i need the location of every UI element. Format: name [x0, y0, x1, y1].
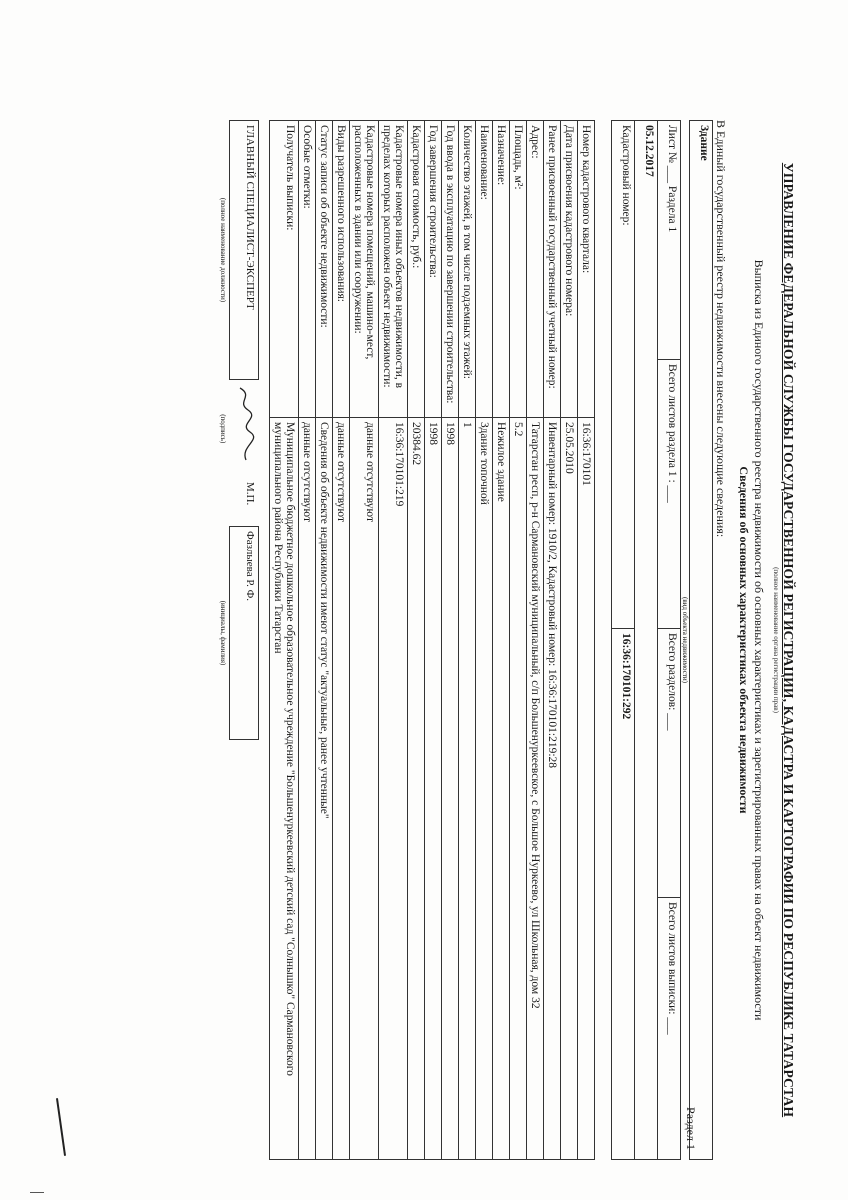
table-row	[333, 121, 350, 1160]
row-value: данные отсутствуют	[333, 418, 350, 1160]
table-row	[425, 121, 442, 1160]
margin-dash	[30, 1192, 44, 1193]
object-type-caption: (вид объекта недвижимости)	[681, 597, 689, 683]
row-value: Инвентарный номер: 1910/2, Кадастровый номер: 16:36:170101:219:28	[544, 418, 561, 1160]
table-row	[578, 121, 595, 1160]
row-value: 16:36:170101:219	[379, 418, 408, 1160]
row-value: 1998	[442, 418, 459, 1160]
row-label: Количество этажей, в том числе подземных этажей:	[459, 121, 476, 418]
cadastral-number-label: Кадастровый номер:	[612, 121, 635, 629]
cadastral-number-value: 16:36:170101:292	[612, 629, 635, 1160]
row-label: Кадастровые номера иных объектов недвижимости, в пределах которых расположен объект недвижимости:	[379, 121, 408, 418]
row-value: 1998	[425, 418, 442, 1160]
table-row	[527, 121, 544, 1160]
row-value: Сведения об объекте недвижимости имеют статус "актуальные, ранее учтенные"	[316, 418, 333, 1160]
signature-block	[217, 120, 259, 740]
table-row	[379, 121, 408, 1160]
signature-caption: (подпись)	[219, 414, 228, 444]
characteristics-table	[269, 120, 595, 1160]
table-row	[316, 121, 333, 1160]
row-label: Год завершения строительства:	[425, 121, 442, 418]
row-label: Площадь, м²:	[510, 121, 527, 418]
object-type: Здание	[690, 121, 713, 1160]
organization-caption: (полное наименование органа регистрации прав)	[772, 567, 780, 713]
table-row	[493, 121, 510, 1160]
row-value: данные отсутствуют	[299, 418, 316, 1160]
table-row	[561, 121, 578, 1160]
table-row	[476, 121, 493, 1160]
section-number: Раздел 1	[684, 1107, 698, 1150]
sheets-total: Всего листов выписки: ___	[658, 898, 681, 1160]
row-value: 20384.62	[408, 418, 425, 1160]
position-caption: (полное наименование должности)	[219, 197, 227, 303]
row-label: Особые отметки:	[299, 121, 316, 418]
table-row	[510, 121, 527, 1160]
row-label: Кадастровые номера помещений, машино-мест, расположенных в здании или сооружении:	[350, 121, 379, 418]
row-label: Наименование:	[476, 121, 493, 418]
table-row	[350, 121, 379, 1160]
row-label: Дата присвоения кадастрового номера:	[561, 121, 578, 418]
extract-title: Выписка из Единого государственного реестра недвижимости об основных характеристиках и зарегистрированных правах на объект недвижимости	[752, 259, 766, 1021]
table-row	[544, 121, 561, 1160]
row-label: Получатель выписки:	[270, 121, 299, 418]
table-row	[408, 121, 425, 1160]
table-row	[442, 121, 459, 1160]
organization-title: УПРАВЛЕНИЕ ФЕДЕРАЛЬНОЙ СЛУЖБЫ ГОСУДАРСТВЕННОЙ РЕГИСТРАЦИИ, КАДАСТРА И КАРТОГРАФИИ ПО РЕСПУБЛИКЕ ТАТАРСТАН	[781, 162, 796, 1118]
signature-icon	[235, 384, 257, 464]
signature-mark	[230, 380, 259, 479]
row-value: Муниципальное бюджетное дошкольное образовательное учреждение "Большенуркеевский детский сад "Солнышко" Сармановского муниципального района Республики Татарстан	[270, 418, 299, 1160]
sections-total: Всего разделов: ___	[658, 629, 681, 898]
row-value: 16:36:170101	[578, 418, 595, 1160]
row-value: Нежилое здание	[493, 418, 510, 1160]
row-label: Адрес:	[527, 121, 544, 418]
row-value: данные отсутствуют	[350, 418, 379, 1160]
row-value: 5.2	[510, 418, 527, 1160]
sheet-number: Лист № ___ Раздела 1	[658, 121, 681, 360]
row-label: Назначение:	[493, 121, 510, 418]
name-caption: (инициалы, фамилия)	[219, 600, 227, 666]
stamp-mark: М.П.	[244, 482, 257, 506]
extract-subtitle: Сведения об основных характеристиках объекта недвижимости	[737, 466, 751, 814]
row-label: Ранее присвоенный государственный учетный номер:	[544, 121, 561, 418]
row-value: 25.05.2010	[561, 418, 578, 1160]
table-row	[459, 121, 476, 1160]
official-name: Фазлыева Р. Ф.	[230, 527, 259, 740]
row-value: 1	[459, 418, 476, 1160]
row-label: Год ввода в эксплуатацию по завершении строительства:	[442, 121, 459, 418]
sheets-in-section: Всего листов раздела 1 : ___	[658, 360, 681, 629]
extract-date: 05.12.2017	[635, 121, 658, 1160]
row-label: Кадастровая стоимость, руб.:	[408, 121, 425, 418]
row-value: Татарстан респ, р-н Сармановский муниципальный, с/п Большенуркеевское, с Большое Нуркеево, ул Школьная, дом 32	[527, 418, 544, 1160]
official-position: ГЛАВНЫЙ СПЕЦИАЛИСТ-ЭКСПЕРТ	[230, 121, 259, 380]
table-row	[270, 121, 299, 1160]
row-value: Здание топочной	[476, 418, 493, 1160]
table-row	[299, 121, 316, 1160]
row-label: Виды разрешенного использования:	[333, 121, 350, 418]
row-label: Статус записи об объекте недвижимости:	[316, 121, 333, 418]
row-label: Номер кадастрового квартала:	[578, 121, 595, 418]
intro-text: В Единый государственный реестр недвижимости внесены следующие сведения:	[714, 120, 728, 538]
object-header-table	[611, 120, 713, 1160]
